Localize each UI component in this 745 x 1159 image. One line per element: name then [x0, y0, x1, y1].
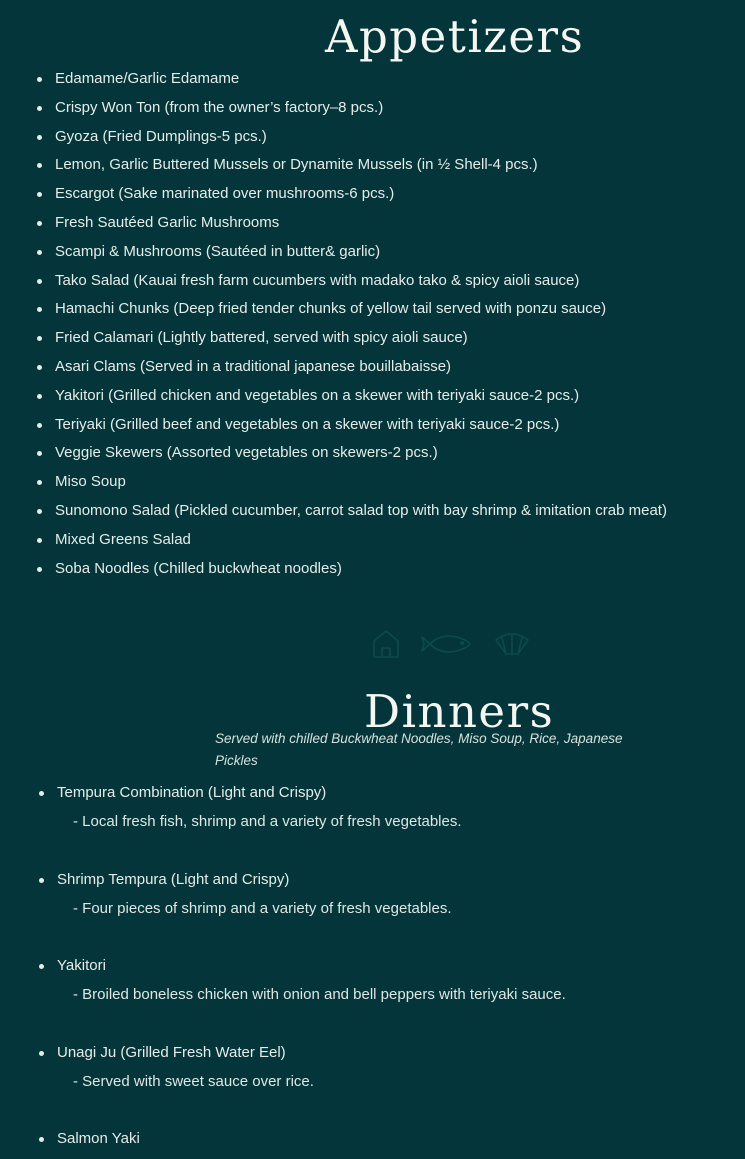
appetizer-item: Lemon, Garlic Buttered Mussels or Dynamite Mussels (in ½ Shell-4 pcs.) — [0, 151, 745, 180]
divider-icons-svg — [368, 626, 538, 662]
appetizer-item: Miso Soup — [0, 468, 745, 497]
appetizer-item: Hamachi Chunks (Deep fried tender chunks of yellow tail served with ponzu sauce) — [0, 295, 745, 324]
appetizer-item: Gyoza (Fried Dumplings-5 pcs.) — [0, 123, 745, 152]
appetizer-item: Crispy Won Ton (from the owner’s factory–8 pcs.) — [0, 94, 745, 123]
appetizer-item: Fresh Sautéed Garlic Mushrooms — [0, 209, 745, 238]
appetizer-item: Soba Noodles (Chilled buckwheat noodles) — [0, 555, 745, 584]
appetizers-list — [0, 65, 745, 583]
appetizer-item: Veggie Skewers (Assorted vegetables on skewers-2 pcs.) — [0, 439, 745, 468]
dinner-name: Unagi Ju (Grilled Fresh Water Eel) — [0, 1039, 745, 1067]
dinner-name: Shrimp Tempura (Light and Crispy) — [0, 866, 745, 894]
divider-icons — [368, 626, 538, 662]
appetizer-item: Fried Calamari (Lightly battered, served with spicy aioli sauce) — [0, 324, 745, 353]
dinner-name: Tempura Combination (Light and Crispy) — [0, 779, 745, 807]
appetizer-item: Mixed Greens Salad — [0, 526, 745, 555]
shell-icon — [496, 634, 528, 654]
dinner-description: - Four pieces of shrimp and a variety of fresh vegetables. — [73, 900, 452, 917]
dinner-item — [0, 1039, 745, 1096]
house-icon — [374, 631, 398, 657]
dinner-description: - Served with sweet sauce over rice. — [73, 1073, 314, 1090]
appetizer-item: Yakitori (Grilled chicken and vegetables on a skewer with teriyaki sauce-2 pcs.) — [0, 382, 745, 411]
dinner-item — [0, 1125, 745, 1153]
appetizer-item: Tako Salad (Kauai fresh farm cucumbers with madako tako & spicy aioli sauce) — [0, 267, 745, 296]
dinners-subtitle: Served with chilled Buckwheat Noodles, Miso Soup, Rice, Japanese Pickles — [215, 731, 623, 768]
dinner-item — [0, 779, 745, 836]
dinner-name: Salmon Yaki — [0, 1125, 745, 1153]
appetizer-item: Asari Clams (Served in a traditional japanese bouillabaisse) — [0, 353, 745, 382]
appetizer-item: Escargot (Sake marinated over mushrooms-6 pcs.) — [0, 180, 745, 209]
fish-icon — [422, 636, 470, 652]
dinner-description: - Broiled boneless chicken with onion and bell peppers with teriyaki sauce. — [73, 986, 566, 1003]
dinner-item — [0, 866, 745, 923]
dinner-item — [0, 952, 745, 1009]
appetizer-item: Teriyaki (Grilled beef and vegetables on a skewer with teriyaki sauce-2 pcs.) — [0, 411, 745, 440]
appetizers-heading: Appetizers — [325, 10, 585, 63]
appetizer-item: Edamame/Garlic Edamame — [0, 65, 745, 94]
appetizer-item: Scampi & Mushrooms (Sautéed in butter& garlic) — [0, 238, 745, 267]
appetizer-item: Sunomono Salad (Pickled cucumber, carrot salad top with bay shrimp & imitation crab meat) — [0, 497, 745, 526]
dinner-description: - Local fresh fish, shrimp and a variety of fresh vegetables. — [73, 813, 462, 830]
dinners-heading: Dinners — [364, 685, 555, 738]
dinner-name: Yakitori — [0, 952, 745, 980]
